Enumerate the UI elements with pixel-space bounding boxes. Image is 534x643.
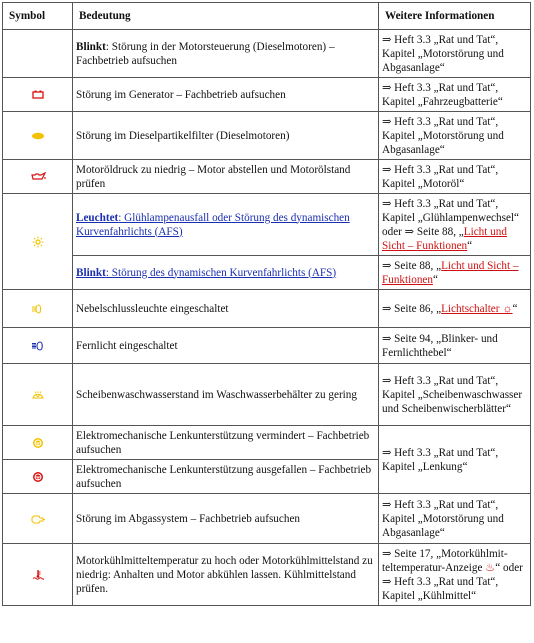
info-text-end: “ <box>467 239 473 252</box>
info-cell <box>379 194 531 256</box>
info-cell <box>379 544 531 606</box>
exhaust-system-icon <box>3 494 73 544</box>
lichtschalter-link[interactable]: Lichtschalter ☼ <box>441 302 513 315</box>
bedeutung-cell: Nebelschlussleuchte eingeschaltet <box>73 290 379 328</box>
bedeutung-cell: Störung im Abgassystem – Fachbetrieb aufsuchen <box>73 494 379 544</box>
info-cell <box>379 256 531 290</box>
info-text-end: “ <box>512 302 518 315</box>
info-cell: ⇒ Heft 3.3 „Rat und Tat“, Kapitel „Fahrzeugbatterie“ <box>379 78 531 112</box>
coolant-temperature-icon <box>3 544 73 606</box>
leuchtet-link-text[interactable]: : Glühlampenausfall oder Störung des dynamischen Kurvenfahrlichts (AFS) <box>76 211 350 238</box>
coolant-temp-glyph: ♨ <box>485 561 496 574</box>
blinkt-link-text[interactable]: : Störung des dynamischen Kurvenfahrlichts (AFS) <box>105 266 337 279</box>
bedeutung-cell: Störung im Generator – Fachbetrieb aufsuchen <box>73 78 379 112</box>
table-header-row <box>3 3 531 30</box>
bedeutung-cell <box>73 30 379 78</box>
bedeutung-cell <box>73 194 379 256</box>
info-cell: ⇒ Heft 3.3 „Rat und Tat“, Kapitel „Motorstörung und Abgasanlage“ <box>379 494 531 544</box>
info-cell: ⇒ Seite 94, „Blinker- und Fernlichthebel“ <box>379 328 531 364</box>
bedeutung-cell: Fernlicht eingeschaltet <box>73 328 379 364</box>
info-cell: ⇒ Heft 3.3 „Rat und Tat“, Kapitel „Scheibenwaschwasser und Scheibenwischerblätter“ <box>379 364 531 426</box>
info-cell <box>379 290 531 328</box>
table-row <box>3 256 531 290</box>
header-symbol: Symbol <box>3 3 73 30</box>
high-beam-icon <box>3 328 73 364</box>
licht-und-sicht-link[interactable]: Licht und Sicht – Funktionen <box>382 225 507 252</box>
info-text: ⇒ Seite 88, „ <box>382 259 442 272</box>
battery-icon <box>3 78 73 112</box>
info-text: ⇒ Seite 86, „ <box>382 302 442 315</box>
warning-lights-table <box>2 2 531 606</box>
blinkt-link[interactable]: Blinkt <box>76 266 106 279</box>
info-text-end: “ oder ⇒ Heft 3.3 „Rat und Tat“, Kapitel „Kühlmittel“ <box>382 561 523 602</box>
info-cell: ⇒ Heft 3.3 „Rat und Tat“, Kapitel „Motoröl“ <box>379 160 531 194</box>
table-row <box>3 544 531 606</box>
bedeutung-cell: Motorkühlmitteltemperatur zu hoch oder Motorkühlmittelstand zu niedrig: Anhalten und Motor abkühlen lassen. Kühlmittelstand prüfen. <box>73 544 379 606</box>
header-bedeutung: Bedeutung <box>73 3 379 30</box>
bedeutung-text: : Störung in der Motorsteuerung (Dieselmotoren) – Fachbetrieb aufsuchen <box>76 40 335 67</box>
steering-wheel-red-icon <box>3 460 73 494</box>
leuchtet-link[interactable]: Leuchtet <box>76 211 119 224</box>
bedeutung-cell: Scheibenwaschwasserstand im Waschwasserbehälter zu gering <box>73 364 379 426</box>
blink-label: Blinkt <box>76 40 106 53</box>
table-row <box>3 494 531 544</box>
info-text-end: “ <box>432 273 438 286</box>
oil-can-icon <box>3 160 73 194</box>
table-row <box>3 160 531 194</box>
info-cell: ⇒ Heft 3.3 „Rat und Tat“, Kapitel „Lenkung“ <box>379 426 531 494</box>
table-row <box>3 290 531 328</box>
steering-wheel-yellow-icon <box>3 426 73 460</box>
table-row <box>3 194 531 256</box>
symbol-cell <box>3 30 73 78</box>
bedeutung-cell <box>73 256 379 290</box>
licht-und-sicht-link[interactable]: Licht und Sicht – Funktionen <box>382 259 519 286</box>
table-row <box>3 78 531 112</box>
table-row <box>3 30 531 78</box>
bedeutung-cell: Elektromechanische Lenkunterstützung ausgefallen – Fachbetrieb aufsuchen <box>73 460 379 494</box>
table-row <box>3 112 531 160</box>
header-info: Weitere Informationen <box>379 3 531 30</box>
bedeutung-cell: Motoröldruck zu niedrig – Motor abstellen und Motorölstand prüfen <box>73 160 379 194</box>
table-row <box>3 328 531 364</box>
info-text: ⇒ Heft 3.3 „Rat und Tat“, Kapitel „Glühlampenwechsel“ oder ⇒ Seite 88, „ <box>382 197 519 238</box>
bedeutung-cell: Elektromechanische Lenkunterstützung vermindert – Fachbetrieb aufsuchen <box>73 426 379 460</box>
info-cell: ⇒ Heft 3.3 „Rat und Tat“, Kapitel „Motorstörung und Abgasanlage“ <box>379 30 531 78</box>
bulb-icon <box>3 194 73 290</box>
rear-fog-light-icon <box>3 290 73 328</box>
info-text: ⇒ Seite 17, „Motorkühlmitteltemperatur-Anzeige <box>382 547 508 574</box>
diesel-particulate-filter-icon <box>3 112 73 160</box>
table-row <box>3 364 531 426</box>
info-cell: ⇒ Heft 3.3 „Rat und Tat“, Kapitel „Motorstörung und Abgasanlage“ <box>379 112 531 160</box>
table-row <box>3 426 531 460</box>
washer-fluid-icon <box>3 364 73 426</box>
bedeutung-cell: Störung im Dieselpartikelfilter (Dieselmotoren) <box>73 112 379 160</box>
